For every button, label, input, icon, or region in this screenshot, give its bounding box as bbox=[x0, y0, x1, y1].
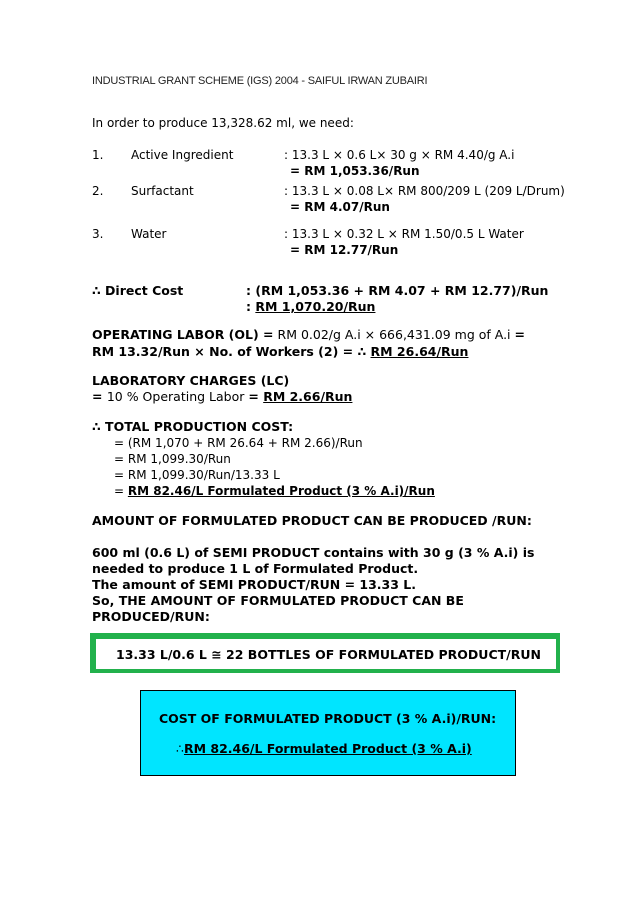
item-result: = RM 12.77/Run bbox=[290, 243, 399, 257]
total-cost-step: = (RM 1,070 + RM 26.64 + RM 2.66)/Run bbox=[114, 436, 363, 450]
semi-product-line: The amount of SEMI PRODUCT/RUN = 13.33 L. bbox=[92, 577, 417, 592]
cost-box bbox=[140, 690, 516, 776]
amount-heading: AMOUNT OF FORMULATED PRODUCT CAN BE PRODUCED /RUN: bbox=[92, 513, 532, 528]
therefore-symbol: ∴ bbox=[176, 741, 184, 756]
operating-labor-value: RM 26.64/Run bbox=[370, 344, 469, 359]
operating-labor-title: OPERATING LABOR (OL) = bbox=[92, 327, 274, 342]
item-number: 1. bbox=[92, 148, 104, 162]
item-name: Active Ingredient bbox=[131, 148, 234, 162]
item-number: 2. bbox=[92, 184, 104, 198]
total-cost-title: ∴ TOTAL PRODUCTION COST: bbox=[92, 419, 294, 434]
semi-product-line: PRODUCED/RUN: bbox=[92, 609, 210, 624]
direct-cost-label: ∴ Direct Cost bbox=[92, 283, 184, 298]
total-cost-final-value: RM 82.46/L Formulated Product (3 % A.i)/Run bbox=[127, 484, 435, 498]
lab-charges-prefix: = bbox=[92, 389, 107, 404]
total-cost-step: = RM 1,099.30/Run bbox=[114, 452, 231, 466]
lab-charges-title: LABORATORY CHARGES (LC) bbox=[92, 373, 290, 388]
direct-cost-total-value: RM 1,070.20/Run bbox=[255, 299, 376, 314]
item-name: Water bbox=[131, 227, 167, 241]
item-name: Surfactant bbox=[131, 184, 194, 198]
semi-product-line: needed to produce 1 L of Formulated Product. bbox=[92, 561, 419, 576]
bottles-box-text: 13.33 L/0.6 L ≅ 22 BOTTLES OF FORMULATED PRODUCT/RUN bbox=[116, 647, 541, 662]
total-cost-step: = RM 1,099.30/Run/13.33 L bbox=[114, 468, 280, 482]
item-result: = RM 1,053.36/Run bbox=[290, 164, 420, 178]
semi-product-line: 600 ml (0.6 L) of SEMI PRODUCT contains with 30 g (3 % A.i) is bbox=[92, 545, 535, 560]
item-calc: : 13.3 L × 0.6 L× 30 g × RM 4.40/g A.i bbox=[284, 148, 515, 162]
item-calc: : 13.3 L × 0.32 L × RM 1.50/0.5 L Water bbox=[284, 227, 524, 241]
cost-box-title: COST OF FORMULATED PRODUCT (3 % A.i)/RUN: bbox=[159, 711, 497, 726]
direct-cost-total bbox=[246, 299, 375, 315]
item-number: 3. bbox=[92, 227, 104, 241]
cost-box-value-line bbox=[176, 741, 472, 757]
lab-charges-formula: 10 % Operating Labor bbox=[106, 389, 249, 404]
lab-charges-value: RM 2.66/Run bbox=[263, 389, 353, 404]
document-header: INDUSTRIAL GRANT SCHEME (IGS) 2004 - SAIFUL IRWAN ZUBAIRI bbox=[92, 75, 428, 87]
item-calc: : 13.3 L × 0.08 L× RM 800/209 L (209 L/Drum) bbox=[284, 184, 565, 198]
cost-box-value: RM 82.46/L Formulated Product (3 % A.i) bbox=[183, 741, 472, 756]
total-cost-final bbox=[114, 483, 435, 499]
operating-labor-equals: = bbox=[514, 327, 525, 342]
operating-labor-calc: RM 13.32/Run × No. of Workers (2) = ∴ bbox=[92, 344, 371, 359]
lab-charges-equals: = bbox=[248, 389, 264, 404]
direct-cost-total-prefix: : bbox=[246, 299, 256, 314]
operating-labor-line1 bbox=[92, 327, 525, 343]
intro-text: In order to produce 13,328.62 ml, we need: bbox=[92, 116, 354, 130]
operating-labor-line2 bbox=[92, 344, 468, 360]
lab-charges-line bbox=[92, 389, 352, 405]
item-result: = RM 4.07/Run bbox=[290, 200, 390, 214]
total-cost-final-prefix: = bbox=[114, 484, 128, 498]
direct-cost-formula: : (RM 1,053.36 + RM 4.07 + RM 12.77)/Run bbox=[246, 283, 549, 298]
operating-labor-formula: RM 0.02/g A.i × 666,431.09 mg of A.i bbox=[273, 327, 515, 342]
semi-product-line: So, THE AMOUNT OF FORMULATED PRODUCT CAN BE bbox=[92, 593, 464, 608]
